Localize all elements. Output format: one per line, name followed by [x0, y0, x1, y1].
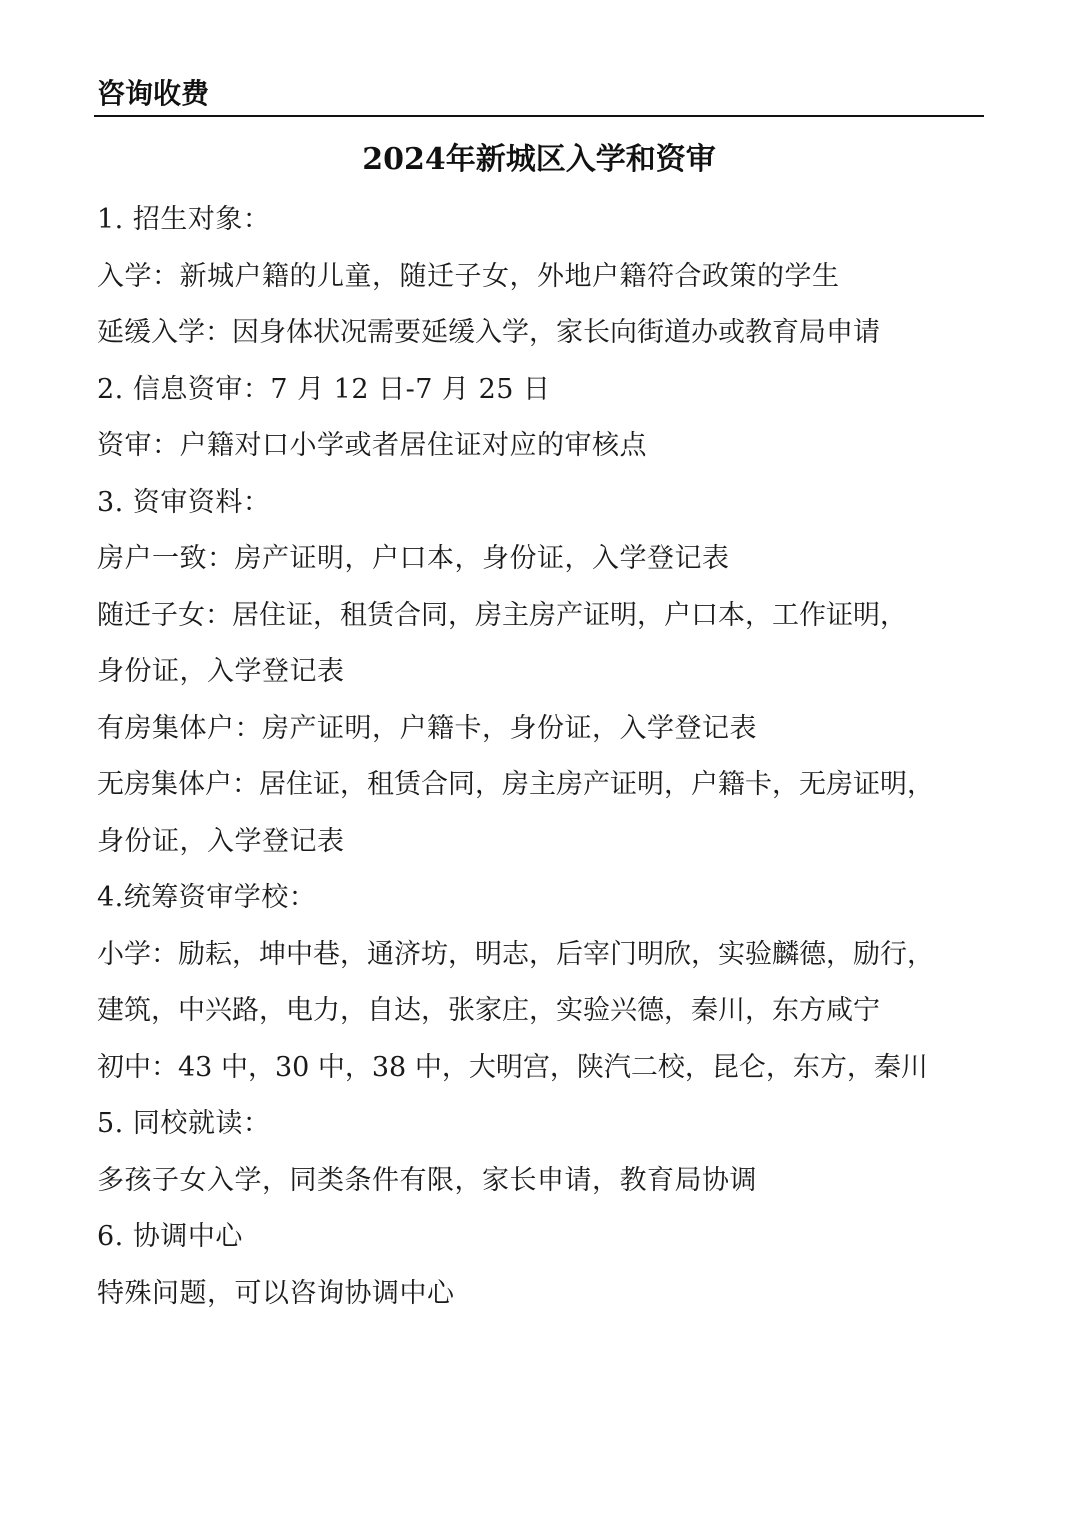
text-line: 资审：户籍对口小学或者居住证对应的审核点: [97, 430, 647, 461]
header-divider: [94, 115, 984, 117]
text-line: 建筑，中兴路，电力，自达，张家庄，实验兴德，秦川，东方咸宁: [97, 995, 880, 1026]
text-line: 身份证，入学登记表: [97, 656, 345, 687]
text-line: 身份证，入学登记表: [97, 825, 345, 857]
text-line: 房户一致：房产证明，户口本，身份证，入学登记表: [97, 543, 730, 574]
text-line: 随迁子女：居住证，租赁合同，房主房产证明，户口本，工作证明，: [97, 599, 907, 631]
text-line: 初中：43 中，30 中，38 中，大明宫，陕汽二校，昆仑，东方，秦川: [97, 1051, 928, 1083]
section-heading-enrollment-targets: 1. 招生对象：: [97, 204, 271, 235]
text-line: 特殊问题，可以咨询协调中心: [97, 1277, 455, 1309]
text-line: 有房集体户：房产证明，户籍卡，身份证，入学登记表: [97, 712, 757, 744]
text-line: 延缓入学：因身体状况需要延缓入学，家长向街道办或教育局申请: [97, 317, 880, 348]
document-title: 2024年新城区入学和资审: [362, 142, 716, 177]
section-heading-coordination-center: 6. 协调中心: [97, 1221, 243, 1252]
section-heading-review-materials: 3. 资审资料：: [97, 486, 271, 518]
text-line: 入学：新城户籍的儿童，随迁子女，外地户籍符合政策的学生: [97, 260, 840, 292]
section-heading-info-review: 2. 信息资审：7 月 12 日-7 月 25 日: [97, 373, 551, 405]
header-label: 咨询收费: [97, 77, 210, 110]
text-line: 多孩子女入学，同类条件有限，家长申请，教育局协调: [97, 1164, 757, 1196]
text-line: 无房集体户：居住证，租赁合同，房主房产证明，户籍卡，无房证明，: [97, 769, 934, 800]
section-heading-same-school: 5. 同校就读：: [97, 1108, 271, 1139]
section-heading-coordinated-schools: 4.统筹资审学校：: [97, 882, 317, 913]
document-body: [97, 192, 977, 1322]
text-line: 小学：励耘，坤中巷，通济坊，明志，后宰门明欣，实验麟德，励行，: [97, 938, 934, 970]
